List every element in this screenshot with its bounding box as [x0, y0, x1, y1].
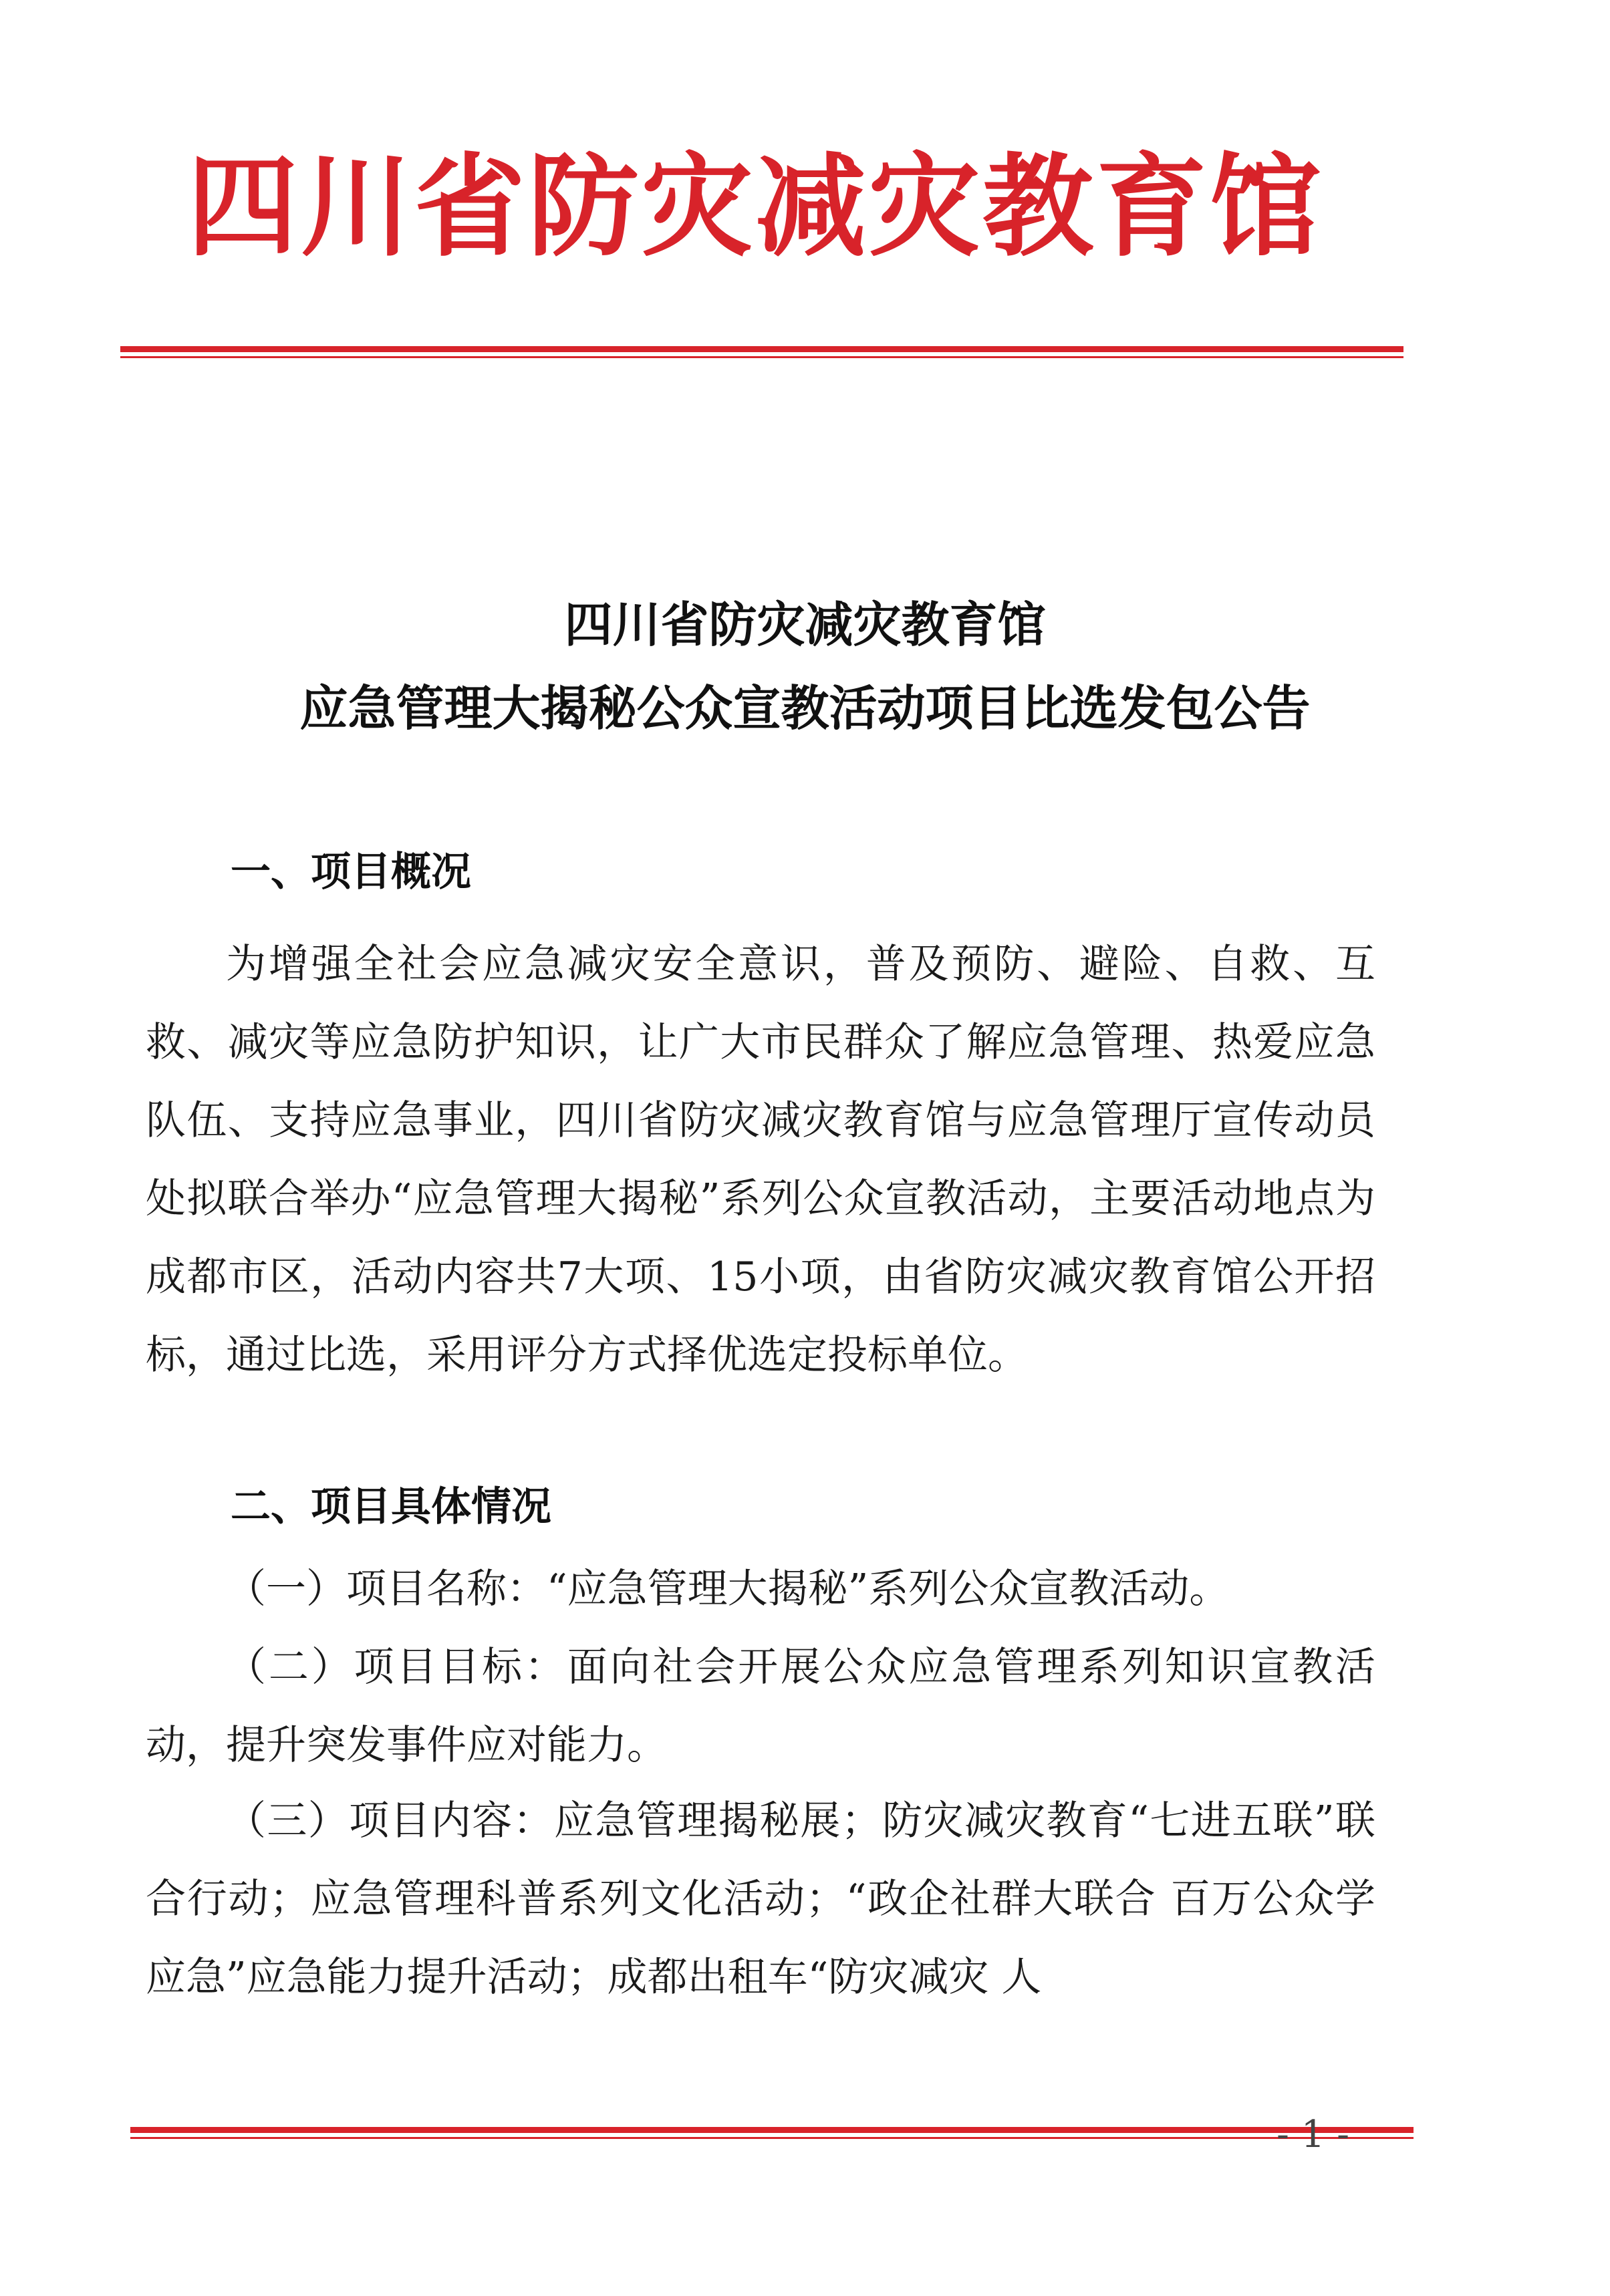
section-heading-overview: 一、项目概况 — [231, 849, 471, 895]
page-number: - 1 - — [1277, 2113, 1350, 2156]
footer-rule-thick — [130, 2127, 1414, 2133]
letterhead-rule-thick — [120, 346, 1403, 352]
overview-paragraph: 为增强全社会应急减灾安全意识，普及预防、避险、自救、互救、减灾等应急防护知识，让广大市民群众了解应急管理、热爱应急队伍、支持应急事业，四川省防灾减灾教育馆与应急管理厅宣传动员处拟联合举办“应急管理大揭秘”系列公众宣教活动，主要活动地点为成都市区，活动内容共7大项、15小项，由省防灾减灾教育馆公开招标，通过比选，采用评分方式择优选定投标单位。 — [146, 941, 1375, 1379]
section-heading-details: 二、项目具体情况 — [231, 1483, 551, 1530]
detail-item-project-content: （三）项目内容：应急管理揭秘展；防灾减灾教育“七进五联”联合行动；应急管理科普系列文化活动；“政企社群大联合 百万公众学应急”应急能力提升活动；成都出租车“防灾减灾 人 — [146, 1798, 1375, 2001]
detail-item-project-name: （一）项目名称：“应急管理大揭秘”系列公众宣教活动。 — [226, 1566, 1230, 1612]
letterhead-rule-thin — [120, 356, 1403, 358]
footer-rule-thin — [130, 2137, 1414, 2139]
document-title-line-1: 四川省防灾减灾教育馆 — [564, 596, 1046, 653]
detail-item-project-goal: （二）项目目标：面向社会开展公众应急管理系列知识宣教活动，提升突发事件应对能力。 — [146, 1644, 1375, 1769]
letterhead-title: 四川省防灾减灾教育馆 — [187, 142, 1323, 272]
document-title-line-2: 应急管理大揭秘公众宣教活动项目比选发包公告 — [299, 680, 1311, 736]
